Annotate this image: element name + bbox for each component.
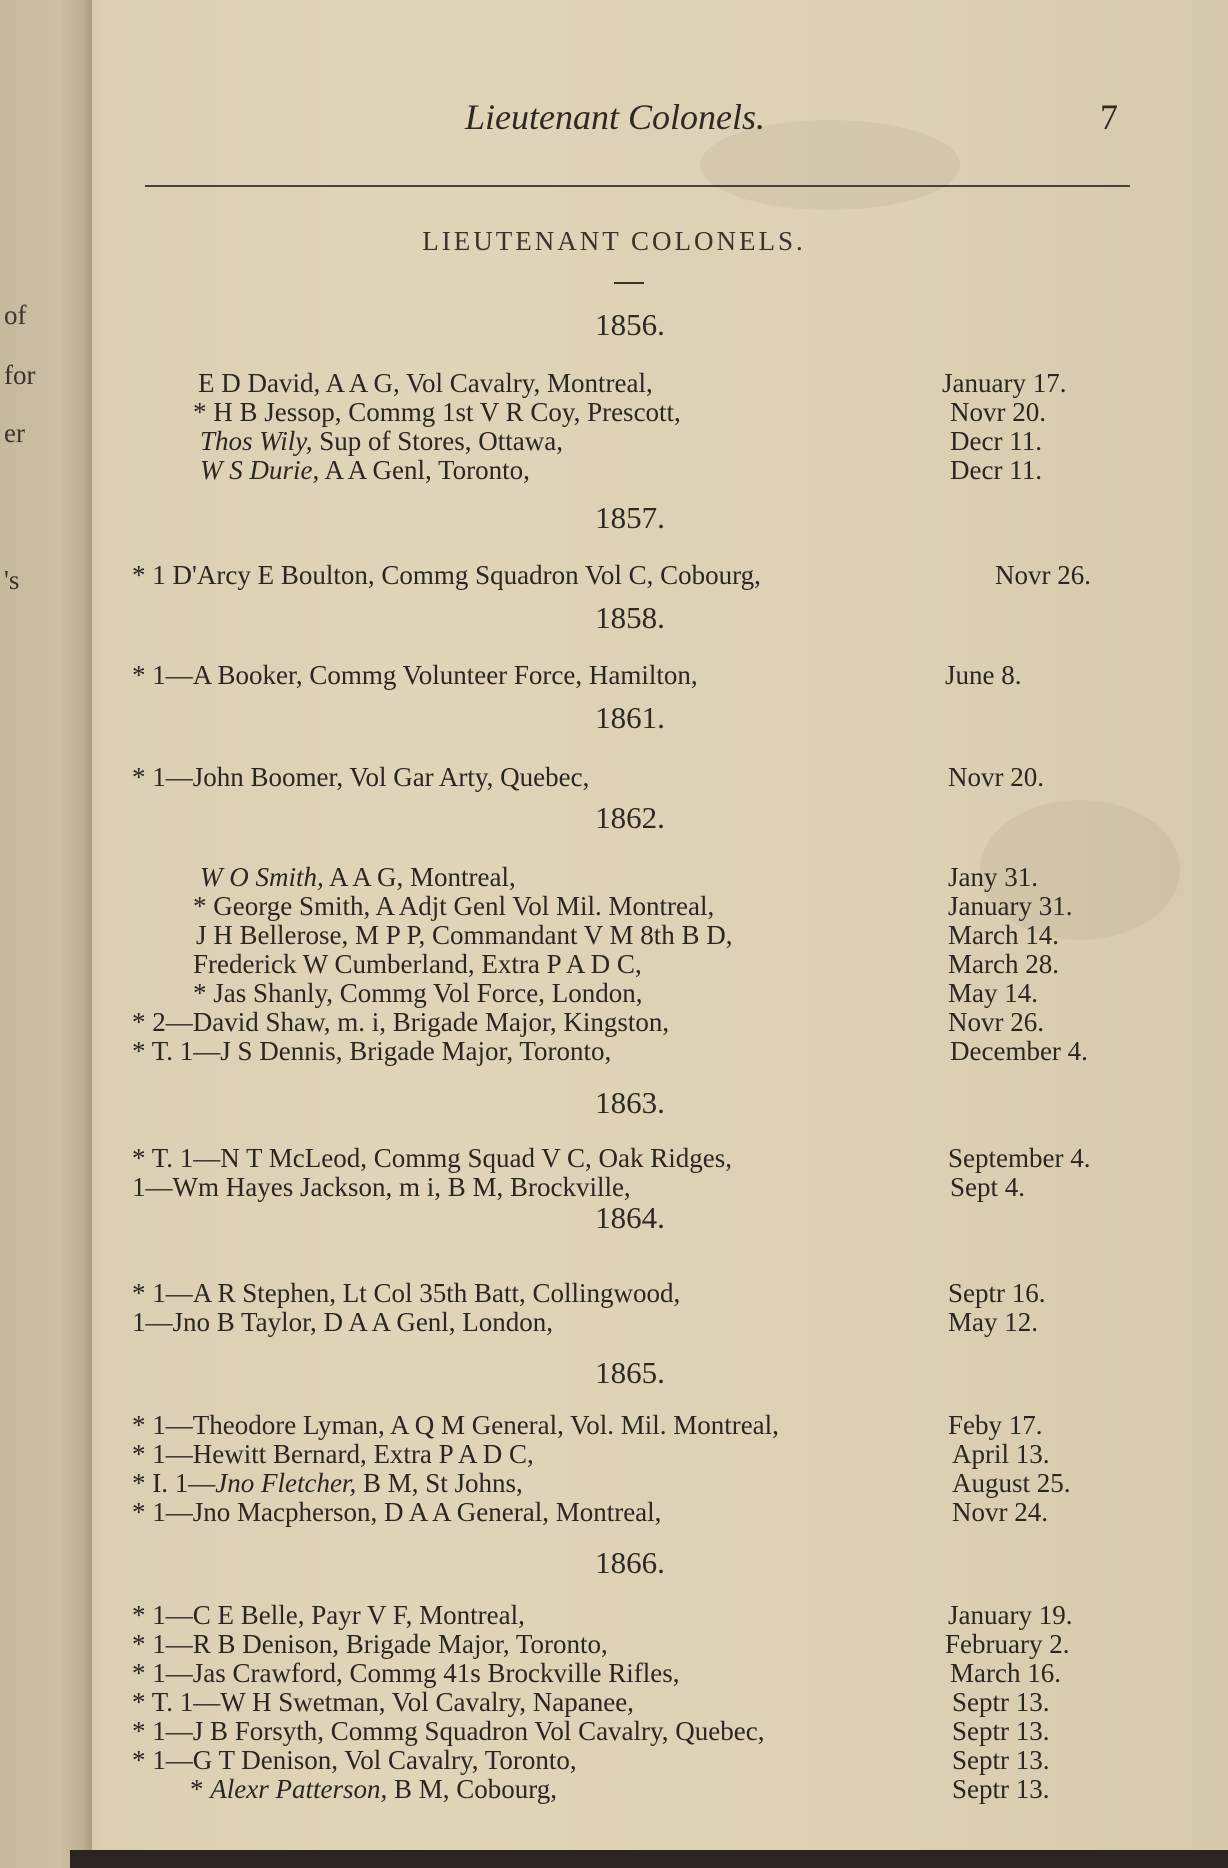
commission-date: Septr 13. — [952, 1745, 1050, 1775]
officer-entry — [132, 1687, 1200, 1717]
officer-name — [132, 1307, 553, 1338]
officer-entry — [132, 1143, 1200, 1173]
title-dash — [614, 282, 644, 284]
commission-date: Septr 13. — [952, 1716, 1050, 1746]
commission-date: January 19. — [948, 1600, 1073, 1630]
commission-date: Novr 26. — [948, 1007, 1044, 1037]
commission-date: Septr 16. — [948, 1278, 1046, 1308]
officer-entry — [132, 1036, 1200, 1066]
officer-detail: E D David, A A G, Vol Cavalry, Montreal, — [198, 368, 653, 398]
year-heading: 1864. — [595, 1200, 665, 1235]
officer-name — [132, 762, 589, 793]
officer-name — [132, 1172, 631, 1203]
commission-date: May 12. — [948, 1307, 1038, 1337]
page-bottom-edge — [70, 1850, 1228, 1868]
officer-name-italic: Jno Fletcher, — [215, 1468, 357, 1498]
officer-entry — [132, 1007, 1200, 1037]
commission-date: Decr 11. — [950, 426, 1042, 456]
officer-entry — [132, 1629, 1200, 1659]
officer-name — [132, 1278, 680, 1309]
officer-entry — [193, 978, 1200, 1008]
commission-date: Novr 20. — [948, 762, 1044, 792]
officer-entry — [193, 949, 1200, 979]
commission-date: January 31. — [948, 891, 1073, 921]
officer-entry — [200, 862, 1200, 892]
officer-detail: H B Jessop, Commg 1st V R Coy, Prescott, — [213, 397, 681, 427]
officer-entry — [132, 1278, 1200, 1308]
gutter-fragment: of — [4, 300, 27, 330]
officer-entry — [132, 1439, 1200, 1469]
entry-prefix: * 1— — [132, 1658, 193, 1688]
officer-detail: A Booker, Commg Volunteer Force, Hamilton, — [192, 660, 698, 690]
commission-date: Decr 11. — [950, 455, 1042, 485]
gutter-fragment: for — [4, 360, 36, 390]
officer-detail: A A G, Montreal, — [323, 862, 516, 892]
entry-prefix: * 1 — [132, 560, 173, 590]
gutter-fragment: 's — [4, 565, 20, 595]
officer-entry — [132, 762, 1200, 792]
year-heading: 1861. — [595, 700, 665, 735]
commission-date: May 14. — [948, 978, 1038, 1008]
officer-name-italic: W S Durie, — [200, 455, 320, 485]
officer-detail: Theodore Lyman, A Q M General, Vol. Mil. Montreal, — [192, 1410, 779, 1440]
officer-detail: J H Bellerose, M P P, Commandant V M 8th B D, — [196, 920, 733, 950]
officer-name-italic: Thos Wily, — [200, 426, 313, 456]
officer-detail: Frederick W Cumberland, Extra P A D C, — [193, 949, 642, 979]
entry-prefix: * 1— — [132, 1439, 193, 1469]
entry-prefix: * — [193, 891, 214, 921]
commission-date: Sept 4. — [950, 1172, 1026, 1202]
entry-prefix: * T. 1— — [132, 1143, 221, 1173]
officer-entry — [193, 397, 1200, 427]
officer-detail: R B Denison, Brigade Major, Toronto, — [192, 1629, 608, 1659]
year-heading: 1857. — [595, 500, 665, 535]
officer-entry — [132, 1745, 1200, 1775]
officer-entry — [132, 1468, 1200, 1498]
officer-name — [132, 1600, 525, 1631]
commission-date: April 13. — [952, 1439, 1050, 1469]
officer-name — [190, 1774, 557, 1805]
officer-entry — [132, 1600, 1200, 1630]
officer-detail: G T Denison, Vol Cavalry, Toronto, — [192, 1745, 577, 1775]
commission-date: March 14. — [948, 920, 1059, 950]
left-page-gutter — [0, 0, 92, 1868]
commission-date: January 17. — [942, 368, 1067, 398]
officer-detail: Sup of Stores, Ottawa, — [312, 426, 564, 456]
officer-name — [132, 660, 698, 691]
commission-date: Feby 17. — [948, 1410, 1043, 1440]
officer-detail: Jno Macpherson, D A A General, Montreal, — [192, 1497, 662, 1527]
officer-name — [193, 978, 643, 1009]
commission-date: Novr 26. — [995, 560, 1091, 590]
officer-detail: John Boomer, Vol Gar Arty, Quebec, — [192, 762, 590, 792]
entry-prefix: * — [190, 1774, 211, 1804]
officer-name — [132, 1745, 577, 1776]
officer-entry — [193, 891, 1200, 921]
entry-prefix: * — [193, 397, 214, 427]
entry-prefix: * 1— — [132, 1497, 193, 1527]
entry-prefix: 1— — [132, 1172, 173, 1202]
officer-detail: Hewitt Bernard, Extra P A D C, — [192, 1439, 534, 1469]
officer-name — [196, 920, 733, 951]
entry-prefix: * 1— — [132, 1600, 193, 1630]
commission-date: June 8. — [945, 660, 1022, 690]
officer-detail: B M, Cobourg, — [387, 1774, 557, 1804]
entry-prefix: * 1— — [132, 1716, 193, 1746]
officer-entry — [200, 455, 1200, 485]
officer-entry — [132, 1410, 1200, 1440]
officer-detail: B M, St Johns, — [356, 1468, 523, 1498]
officer-name — [132, 1629, 608, 1660]
commission-date: Novr 20. — [950, 397, 1046, 427]
header-rule — [145, 185, 1130, 187]
commission-date: Jany 31. — [948, 862, 1038, 892]
year-heading: 1863. — [595, 1085, 665, 1120]
year-heading: 1862. — [595, 800, 665, 835]
officer-name — [198, 368, 653, 399]
entry-prefix: * 1— — [132, 1745, 193, 1775]
entry-prefix: * — [193, 978, 214, 1008]
officer-name — [132, 1468, 523, 1499]
year-heading: 1858. — [595, 600, 665, 635]
commission-date: Novr 24. — [952, 1497, 1048, 1527]
officer-entry — [132, 660, 1200, 690]
officer-name — [193, 949, 642, 980]
officer-entry — [132, 560, 1200, 590]
officer-entry — [198, 368, 1200, 398]
commission-date: February 2. — [945, 1629, 1070, 1659]
officer-detail: Wm Hayes Jackson, m i, B M, Brockville, — [172, 1172, 631, 1202]
commission-date: December 4. — [950, 1036, 1088, 1066]
officer-detail: Jno B Taylor, D A A Genl, London, — [172, 1307, 554, 1337]
officer-detail: J S Dennis, Brigade Major, Toronto, — [220, 1036, 612, 1066]
officer-entry — [132, 1497, 1200, 1527]
officer-detail: Jas Shanly, Commg Vol Force, London, — [213, 978, 643, 1008]
commission-date: August 25. — [952, 1468, 1071, 1498]
commission-date: Septr 13. — [952, 1774, 1050, 1804]
section-title: LIEUTENANT COLONELS. — [422, 226, 806, 256]
commission-date: Septr 13. — [952, 1687, 1050, 1717]
entry-prefix: * I. 1— — [132, 1468, 216, 1498]
officer-detail: N T McLeod, Commg Squad V C, Oak Ridges, — [220, 1143, 733, 1173]
entry-prefix: * 1— — [132, 762, 193, 792]
officer-name — [193, 397, 681, 428]
officer-name — [132, 560, 761, 591]
year-heading: 1866. — [595, 1545, 665, 1580]
officer-name-italic: Alexr Patterson, — [210, 1774, 388, 1804]
officer-entry — [190, 1774, 1200, 1804]
officer-detail: J B Forsyth, Commg Squadron Vol Cavalry, Quebec, — [192, 1716, 765, 1746]
entry-prefix: * T. 1— — [132, 1036, 221, 1066]
officer-name — [132, 1497, 661, 1528]
officer-name — [132, 1036, 611, 1067]
entry-prefix: 1— — [132, 1307, 173, 1337]
officer-name — [193, 891, 714, 922]
officer-entry — [132, 1658, 1200, 1688]
officer-entry — [132, 1172, 1200, 1202]
officer-entry — [132, 1307, 1200, 1337]
officer-name — [132, 1716, 764, 1747]
running-head — [0, 96, 1228, 142]
entry-prefix: * 2— — [132, 1007, 193, 1037]
officer-detail: A R Stephen, Lt Col 35th Batt, Collingwood, — [192, 1278, 681, 1308]
year-heading: 1856. — [595, 307, 665, 342]
officer-detail: David Shaw, m. i, Brigade Major, Kingston, — [192, 1007, 670, 1037]
officer-name — [132, 1007, 669, 1038]
officer-name-italic: W O Smith, — [200, 862, 324, 892]
officer-name — [132, 1687, 634, 1718]
year-heading: 1865. — [595, 1355, 665, 1390]
entry-prefix: * T. 1— — [132, 1687, 221, 1717]
officer-name — [200, 862, 516, 893]
entry-prefix: * 1— — [132, 660, 193, 690]
entry-prefix: * 1— — [132, 1278, 193, 1308]
officer-detail: Jas Crawford, Commg 41s Brockville Rifles, — [192, 1658, 680, 1688]
officer-name — [132, 1658, 679, 1689]
entry-prefix: * 1— — [132, 1410, 193, 1440]
officer-name — [132, 1143, 732, 1174]
commission-date: September 4. — [948, 1143, 1091, 1173]
entry-prefix: * 1— — [132, 1629, 193, 1659]
officer-entry — [196, 920, 1200, 950]
officer-entry — [132, 1716, 1200, 1746]
officer-detail: A A Genl, Toronto, — [319, 455, 530, 485]
officer-name — [132, 1439, 534, 1470]
officer-detail: W H Swetman, Vol Cavalry, Napanee, — [220, 1687, 634, 1717]
officer-name — [132, 1410, 779, 1441]
running-title: Lieutenant Colonels. — [465, 97, 765, 137]
officer-detail: George Smith, A Adjt Genl Vol Mil. Montreal, — [213, 891, 715, 921]
officer-detail: C E Belle, Payr V F, Montreal, — [192, 1600, 525, 1630]
officer-name — [200, 426, 563, 457]
officer-entry — [200, 426, 1200, 456]
officer-detail: D'Arcy E Boulton, Commg Squadron Vol C, Cobourg, — [172, 560, 761, 590]
officer-name — [200, 455, 530, 486]
commission-date: March 28. — [948, 949, 1059, 979]
commission-date: March 16. — [950, 1658, 1061, 1688]
gutter-fragment: er — [4, 418, 25, 448]
page-number: 7 — [1100, 97, 1118, 137]
